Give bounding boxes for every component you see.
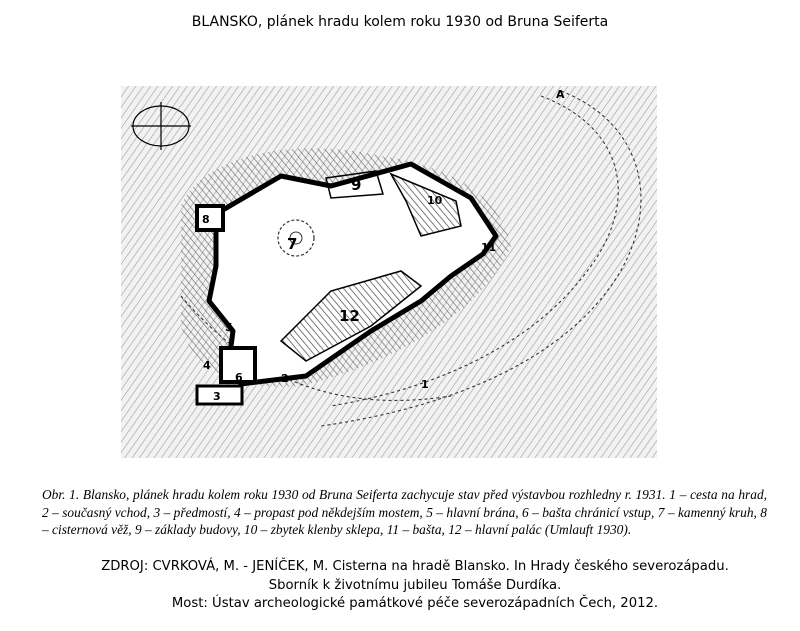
castle-plan-drawing [121,86,657,458]
figure-caption: Obr. 1. Blansko, plánek hradu kolem roku 1930 od Bruna Seiferta zachycuje stav před výstavbou rozhledny r. 1931. 1 – cesta na hrad, 2 – současný vchod, 3 – předmostí, 4 – propast pod někdejším mostem, 5 – hlavní brána, 6 – bašta chránicí vstup, 7 – kamenný kruh, 8 – cisternová věž, 9 – základy budovy, 10 – zbytek klenby sklepa, 11 – bašta, 12 – hlavní palác (Umlauft 1930). [42,487,767,537]
svg-text:5: 5 [225,321,233,334]
svg-text:12: 12 [339,307,360,325]
svg-text:11: 11 [481,241,497,254]
svg-text:2: 2 [281,372,289,385]
svg-text:4: 4 [203,359,211,372]
source-line-3: Most: Ústav archeologické památkové péče severozápadních Čech, 2012. [171,596,659,612]
svg-text:10: 10 [427,194,443,207]
svg-text:1: 1 [421,378,429,391]
page-title: BLANSKO, plánek hradu kolem roku 1930 od Bruna Seiferta [191,14,609,30]
source-line-2: Sborník k životnímu jubileu Tomáše Durdíka. [268,577,562,593]
svg-text:A: A [556,88,565,101]
svg-text:6: 6 [235,371,243,384]
svg-text:3: 3 [213,390,221,403]
source-line-1: ZDROJ: CVRKOVÁ, M. - JENÍČEK, M. Cisterna na hradě Blansko. In Hrady českého severozápadu. [101,559,729,574]
source-citation [0,558,800,614]
svg-text:9: 9 [351,176,362,194]
svg-text:7: 7 [287,235,298,253]
svg-text:8: 8 [202,213,210,226]
